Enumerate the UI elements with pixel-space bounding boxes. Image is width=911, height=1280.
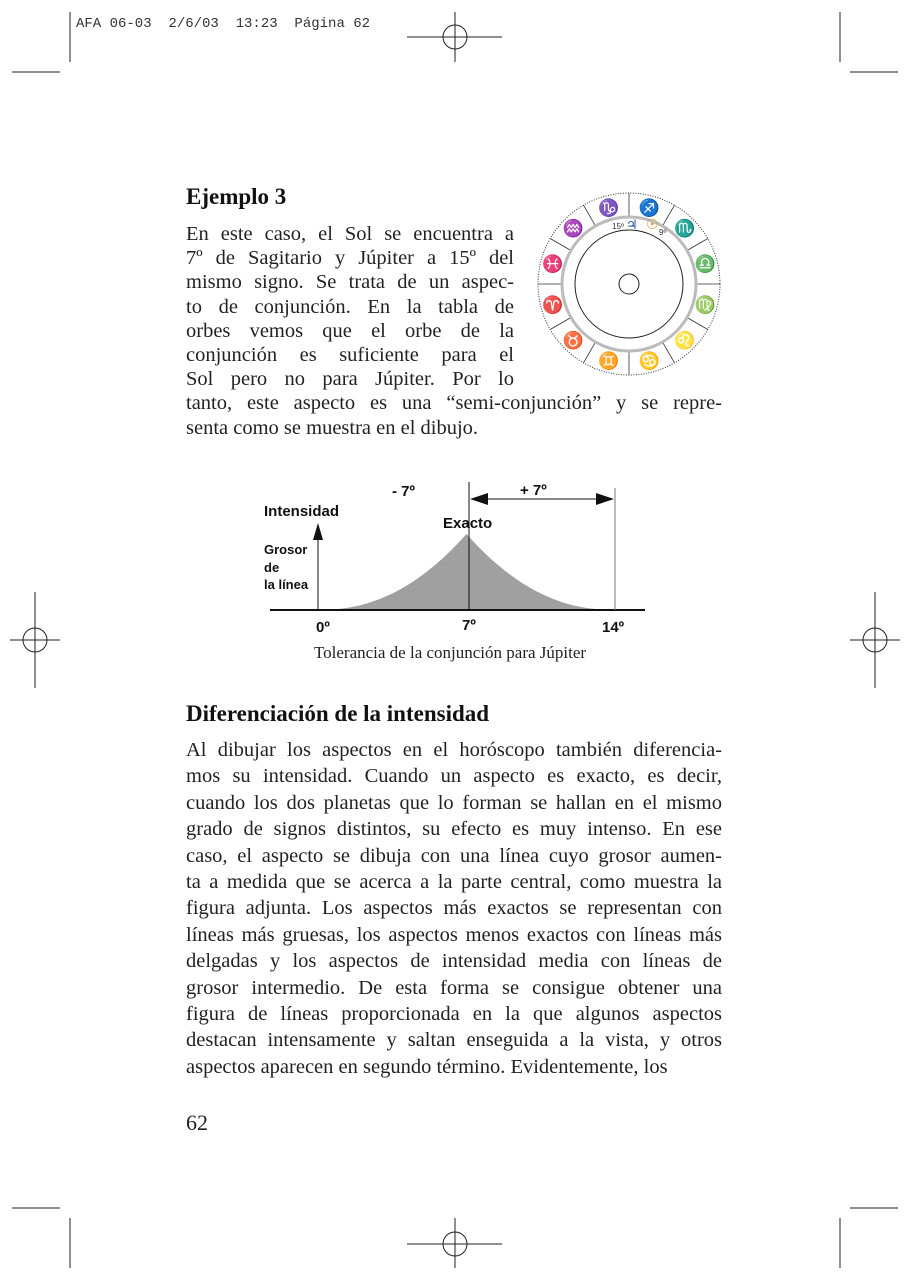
- section-heading: Diferenciación de la intensidad: [186, 701, 490, 726]
- y-sub-label: la línea: [264, 577, 309, 592]
- x-tick-label: 0º: [316, 619, 330, 636]
- text-line: Al dibujar los aspectos en el horóscopo también diferencia-: [186, 739, 722, 761]
- text-line: conjunción es suficiente para el: [186, 344, 514, 366]
- y-axis-label: Intensidad: [264, 503, 340, 520]
- y-sub-label: Grosor: [264, 542, 308, 557]
- text-line: caso, el aspecto se dibuja con una línea cuyo grosor aumen-: [186, 844, 722, 867]
- text-line: tanto, este aspecto es una “semi-conjunción” y se repre-: [186, 392, 722, 415]
- zodiac-sign-icon: ♌: [674, 330, 696, 350]
- jupiter-glyph: ♃: [626, 217, 638, 232]
- sun-degree: 9º: [659, 228, 667, 237]
- zodiac-sign-icon: ♉: [562, 330, 584, 350]
- print-slug: AFA 06-03 2/6/03 13:23 Página 62: [76, 16, 371, 32]
- example-heading: Ejemplo 3: [186, 184, 287, 209]
- registration-mark-bottom: [407, 1218, 502, 1268]
- text-line: senta como se muestra en el dibujo.: [186, 416, 479, 439]
- zodiac-wheel: [530, 186, 730, 386]
- chart-caption: Tolerancia de la conjunción para Júpiter: [313, 643, 587, 662]
- text-line: figura de líneas proporcionada en la que algunos aspectos: [186, 1003, 722, 1025]
- right-range-label: + 7º: [520, 482, 547, 499]
- registration-mark-right: [850, 592, 900, 688]
- text-line: líneas más gruesas, los aspectos menos exactos con líneas más: [186, 923, 722, 946]
- intensity-area: [318, 534, 615, 610]
- zodiac-sign-icon: ♒: [562, 219, 584, 239]
- text-line: mos su intensidad. Cuando un aspecto es exacto, es decir,: [186, 765, 722, 788]
- text-line: 7º de Sagitario y Júpiter a 15º del: [186, 247, 514, 270]
- registration-mark-left: [10, 592, 60, 688]
- x-tick-label: 14º: [602, 619, 625, 636]
- peak-label: Exacto: [443, 515, 493, 532]
- zodiac-sign-icon: ♊: [597, 351, 620, 371]
- conjunction-tolerance-chart: [250, 470, 650, 640]
- text-line: En este caso, el Sol se encuentra a: [186, 223, 514, 245]
- zodiac-sign-icon: ♍: [694, 295, 716, 315]
- text-line: Sol pero no para Júpiter. Por lo: [186, 368, 514, 391]
- text-line: ta a medida que se acerca a la parte central, como muestra la: [186, 871, 722, 893]
- text-line: orbes vemos que el orbe de la: [186, 319, 514, 342]
- page-number: 62: [186, 1110, 208, 1135]
- zodiac-sign-icon: ♏: [674, 219, 696, 239]
- zodiac-sign-icon: ♎: [694, 254, 716, 274]
- text-line: delgadas y los aspectos de intensidad media con líneas de: [186, 950, 722, 973]
- zodiac-sign-icon: ♋: [638, 351, 661, 371]
- zodiac-sign-icon: ♑: [597, 198, 620, 218]
- zodiac-sign-icon: ♐: [638, 198, 661, 218]
- zodiac-sign-icon: ♓: [542, 254, 564, 274]
- y-axis-arrow: [313, 523, 323, 540]
- text-line: mismo signo. Se trata de un aspec-: [186, 271, 514, 294]
- text-line: destacan intensamente y saltan enseguida a la vista, y otros: [186, 1029, 722, 1052]
- text-line: figura adjunta. Los aspectos más exactos se representan con: [186, 897, 722, 920]
- sun-glyph: ☉: [646, 218, 659, 233]
- left-range-label: - 7º: [392, 483, 415, 500]
- text-line: grado de signos distintos, su efecto es muy intenso. En ese: [186, 818, 722, 841]
- y-sub-label: de: [264, 560, 280, 575]
- text-line: grosor intermedio. De esta forma se consigue obtener una: [186, 976, 722, 999]
- text-line: cuando los dos planetas que lo forman se hallan en el mismo: [186, 791, 722, 814]
- jupiter-degree: 15º: [612, 222, 624, 231]
- text-line: to de conjunción. En la tabla de: [186, 295, 514, 318]
- registration-mark-top: [407, 12, 502, 62]
- zodiac-sign-icon: ♈: [542, 295, 564, 315]
- x-tick-label: 7º: [462, 617, 476, 634]
- text-line: aspectos aparecen en segundo término. Evidentemente, los: [186, 1055, 668, 1078]
